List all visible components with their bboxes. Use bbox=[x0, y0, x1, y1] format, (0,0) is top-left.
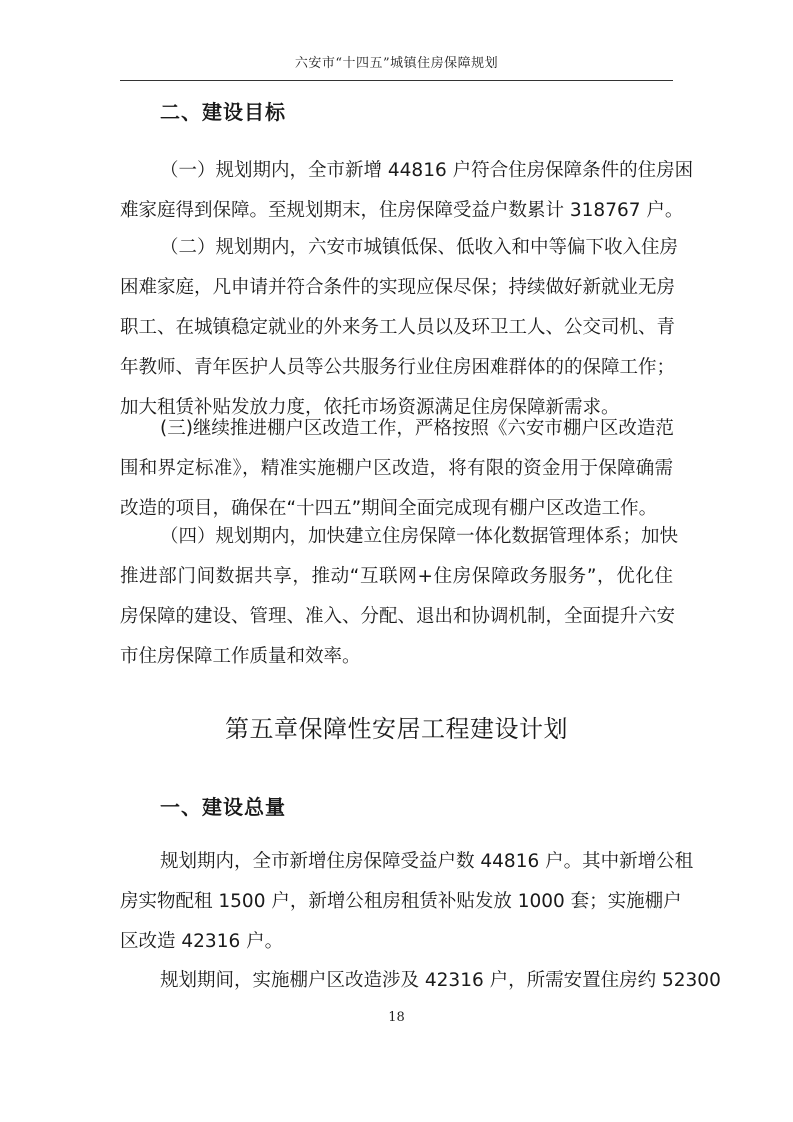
chapter-title: 第五章保障性安居工程建设计划 bbox=[225, 715, 568, 743]
total-paragraph-2 bbox=[120, 961, 721, 1001]
goals-paragraph-2 bbox=[120, 228, 679, 428]
paragraph-line: 规划期间，实施棚户区改造涉及 42316 户，所需安置住房约 52300 bbox=[160, 970, 721, 991]
paragraph-line: 加大租赁补贴发放力度，依托市场资源满足住房保障新需求。 bbox=[120, 397, 620, 418]
paragraph-line: 职工、在城镇稳定就业的外来务工人员以及环卫工人、公交司机、青 bbox=[120, 317, 676, 338]
total-paragraph-1 bbox=[120, 842, 694, 962]
paragraph-line: （四）规划期内，加快建立住房保障一体化数据管理体系；加快 bbox=[160, 526, 679, 547]
page-number: 18 bbox=[388, 1010, 405, 1025]
paragraph-line: 区改造 42316 户。 bbox=[120, 931, 284, 952]
paragraph-line: 年教师、青年医护人员等公共服务行业住房困难群体的的保障工作； bbox=[120, 357, 676, 378]
paragraph-line: 市住房保障工作质量和效率。 bbox=[120, 646, 361, 667]
goals-paragraph-1 bbox=[120, 151, 694, 231]
paragraph-line: (三)继续推进棚户区改造工作，严格按照《六安市棚户区改造范 bbox=[160, 418, 674, 439]
paragraph-line: （二）规划期内，六安市城镇低保、低收入和中等偏下收入住房 bbox=[160, 237, 679, 258]
paragraph-line: 房保障的建设、管理、准入、分配、退出和协调机制，全面提升六安 bbox=[120, 606, 676, 627]
section-heading-goals: 二、建设目标 bbox=[160, 100, 286, 124]
paragraph-line: （一）规划期内，全市新增 44816 户符合住房保障条件的住房困 bbox=[160, 160, 694, 181]
running-header: 六安市“十四五”城镇住房保障规划 bbox=[294, 56, 499, 71]
section-heading-total: 一、建设总量 bbox=[160, 795, 286, 819]
paragraph-line: 改造的项目，确保在“十四五”期间全面完成现有棚户区改造工作。 bbox=[120, 498, 658, 519]
goals-paragraph-3 bbox=[120, 409, 673, 529]
paragraph-line: 困难家庭，凡申请并符合条件的实现应保尽保；持续做好新就业无房 bbox=[120, 277, 676, 298]
paragraph-line: 房实物配租 1500 户，新增公租房租赁补贴发放 1000 套；实施棚户 bbox=[120, 891, 682, 912]
paragraph-line: 难家庭得到保障。至规划期末，住房保障受益户数累计 318767 户。 bbox=[120, 200, 684, 221]
header-divider bbox=[120, 80, 673, 81]
paragraph-line: 推进部门间数据共享，推动“互联网+住房保障政务服务”，优化住 bbox=[120, 566, 673, 587]
paragraph-line: 规划期内，全市新增住房保障受益户数 44816 户。其中新增公租 bbox=[160, 851, 694, 872]
goals-paragraph-4 bbox=[120, 517, 679, 677]
paragraph-line: 围和界定标准》，精准实施棚户区改造，将有限的资金用于保障确需 bbox=[120, 458, 673, 479]
